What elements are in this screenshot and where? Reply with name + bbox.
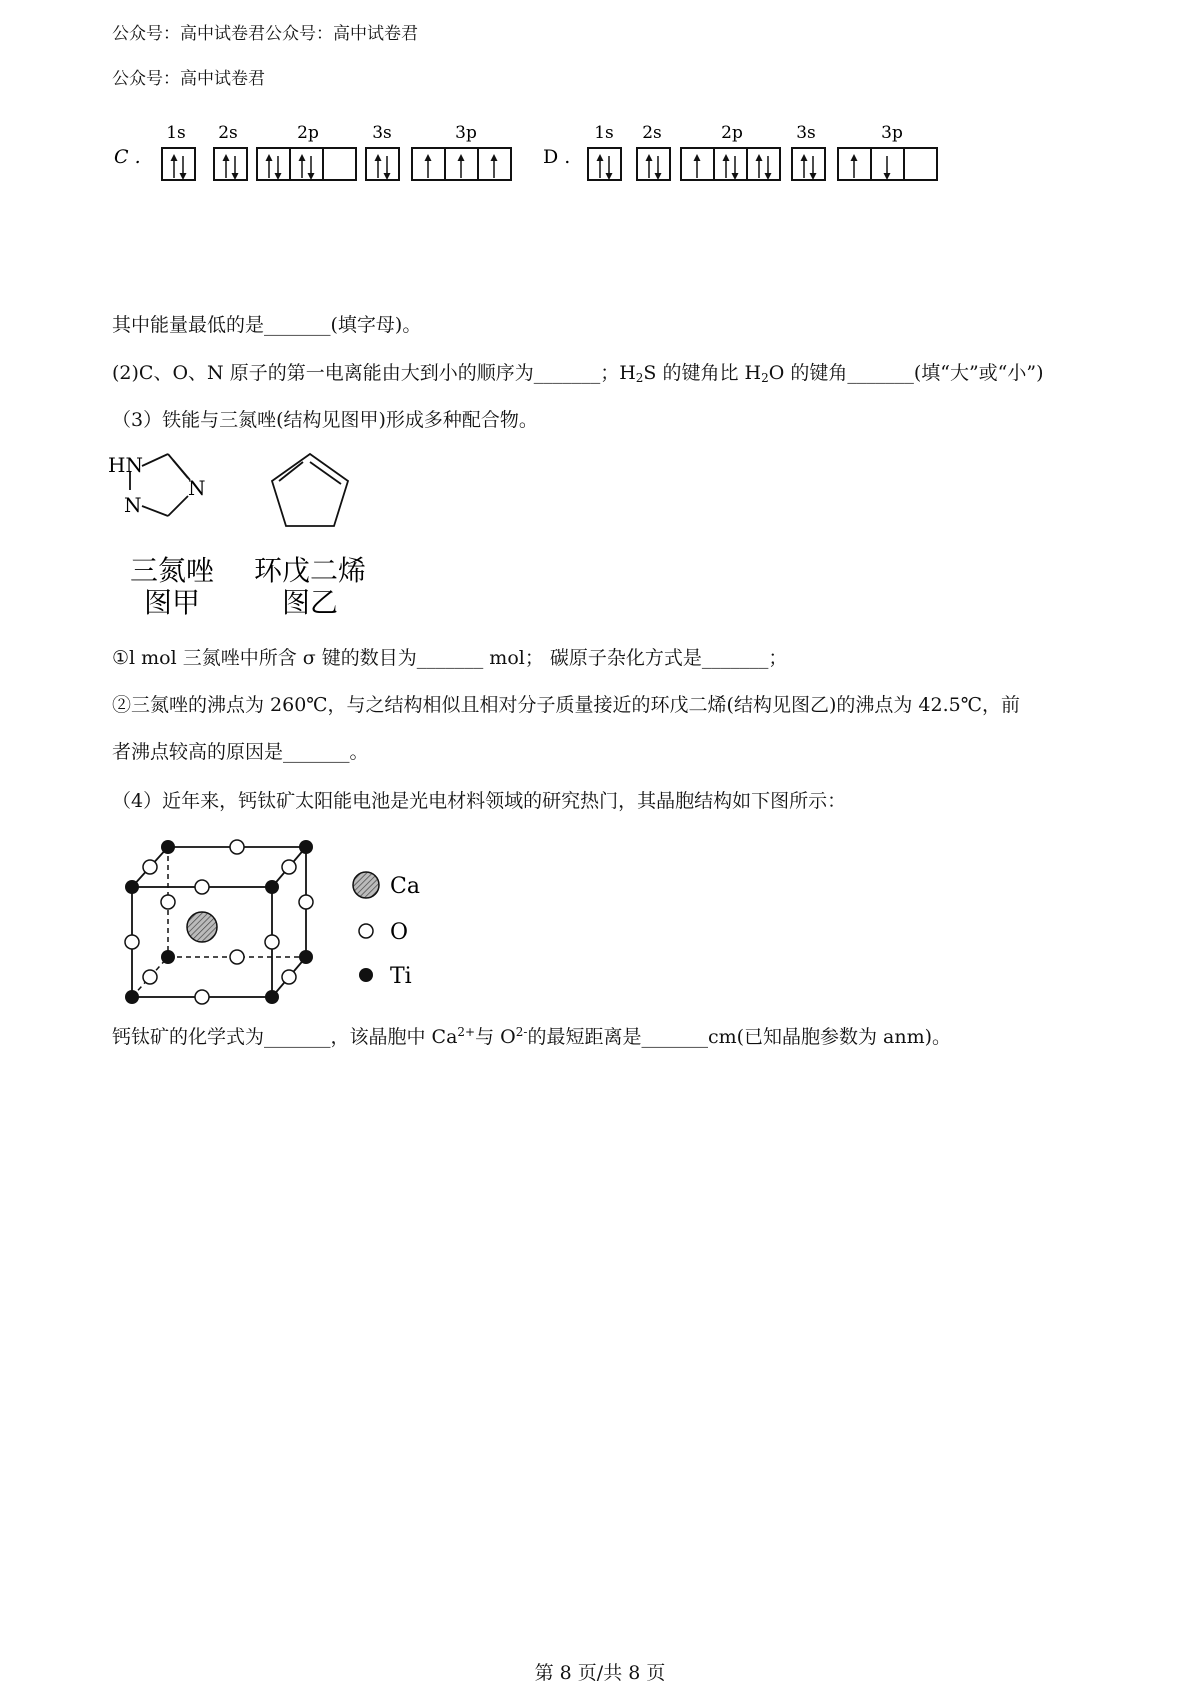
legend-ti-label: Ti <box>390 964 412 989</box>
atom-hn: HN <box>108 453 143 477</box>
legend-o-icon <box>359 924 373 938</box>
q1-tail: 其中能量最低的是_______(填字母)。 <box>112 314 422 336</box>
q4-tail <box>112 1022 951 1049</box>
fig-b-name: 环戊二烯 <box>253 554 367 587</box>
cyclopentadiene-structure <box>272 454 348 526</box>
watermark-line-1: 公众号：高中试卷君公众号：高中试卷君 <box>112 24 418 44</box>
q4-tail-a: 钙钛矿的化学式为_______，该晶胞中 Ca <box>112 1026 458 1048</box>
legend-o-label: O <box>390 920 409 945</box>
q4-sup-1: 2+ <box>457 1025 476 1039</box>
q2-part-b: S 的键角比 H <box>643 362 762 384</box>
orbital-label-3s: 3s <box>372 123 392 143</box>
legend-ca-label: Ca <box>390 874 420 899</box>
watermark-line-2: 公众号：高中试卷君 <box>112 69 265 89</box>
atom-n-right: N <box>188 476 206 500</box>
q2-part-a: (2)C、O、N 原子的第一电离能由大到小的顺序为_______；H <box>112 362 636 384</box>
q2-text <box>112 358 1044 385</box>
q4-tail-c: 的最短距离是_______cm(已知晶胞参数为 anm)。 <box>527 1026 952 1048</box>
orbital-label-3p: 3p <box>455 123 477 143</box>
legend-ca-icon <box>353 872 379 898</box>
fig-a-caption: 图甲 <box>143 586 201 619</box>
orbital-label-3p-d: 3p <box>881 123 903 143</box>
q4-intro: （4）近年来，钙钛矿太阳能电池是光电材料领域的研究热门，其晶胞结构如下图所示： <box>112 790 847 812</box>
q3-part-2-line-2: 者沸点较高的原因是_______。 <box>112 741 369 763</box>
q2-sub-1: 2 <box>635 371 644 385</box>
q3-part-2-line-1: ②三氮唑的沸点为 260℃，与之结构相似且相对分子质量接近的环戊二烯(结构见图乙)的沸点为 42.5℃，前 <box>112 694 1020 716</box>
q3-intro: （3）铁能与三氮唑(结构见图甲)形成多种配合物。 <box>112 409 538 431</box>
orbital-label-1s: 1s <box>166 123 186 143</box>
orbital-diagrams <box>100 118 980 190</box>
orbital-label-2s-d: 2s <box>642 123 662 143</box>
ca-atom <box>187 912 217 942</box>
q4-sup-2: 2- <box>515 1025 528 1039</box>
option-d-label: D . <box>543 146 571 168</box>
orbital-label-2s: 2s <box>218 123 238 143</box>
fig-b-caption: 图乙 <box>281 586 339 619</box>
molecule-figures <box>100 440 400 620</box>
q3-part-1: ①l mol 三氮唑中所含 σ 键的数目为_______ mol； 碳原子杂化方式是_______； <box>112 647 788 669</box>
atom-n-left: N <box>124 493 142 517</box>
q2-part-c: O 的键角_______(填“大”或“小”) <box>768 362 1044 384</box>
orbital-label-2p: 2p <box>297 123 319 143</box>
legend-ti-icon <box>359 968 373 982</box>
orbital-label-1s-d: 1s <box>594 123 614 143</box>
orbital-label-2p-d: 2p <box>721 123 743 143</box>
q2-sub-2: 2 <box>761 371 769 385</box>
o-atoms <box>125 840 313 1004</box>
perovskite-unit-cell <box>110 835 470 1005</box>
q4-tail-b: 与 O <box>475 1026 516 1048</box>
fig-a-name: 三氮唑 <box>129 554 215 587</box>
option-c-label: C . <box>114 146 141 168</box>
page-footer: 第 8 页/共 8 页 <box>534 1662 666 1684</box>
orbital-label-3s-d: 3s <box>796 123 816 143</box>
